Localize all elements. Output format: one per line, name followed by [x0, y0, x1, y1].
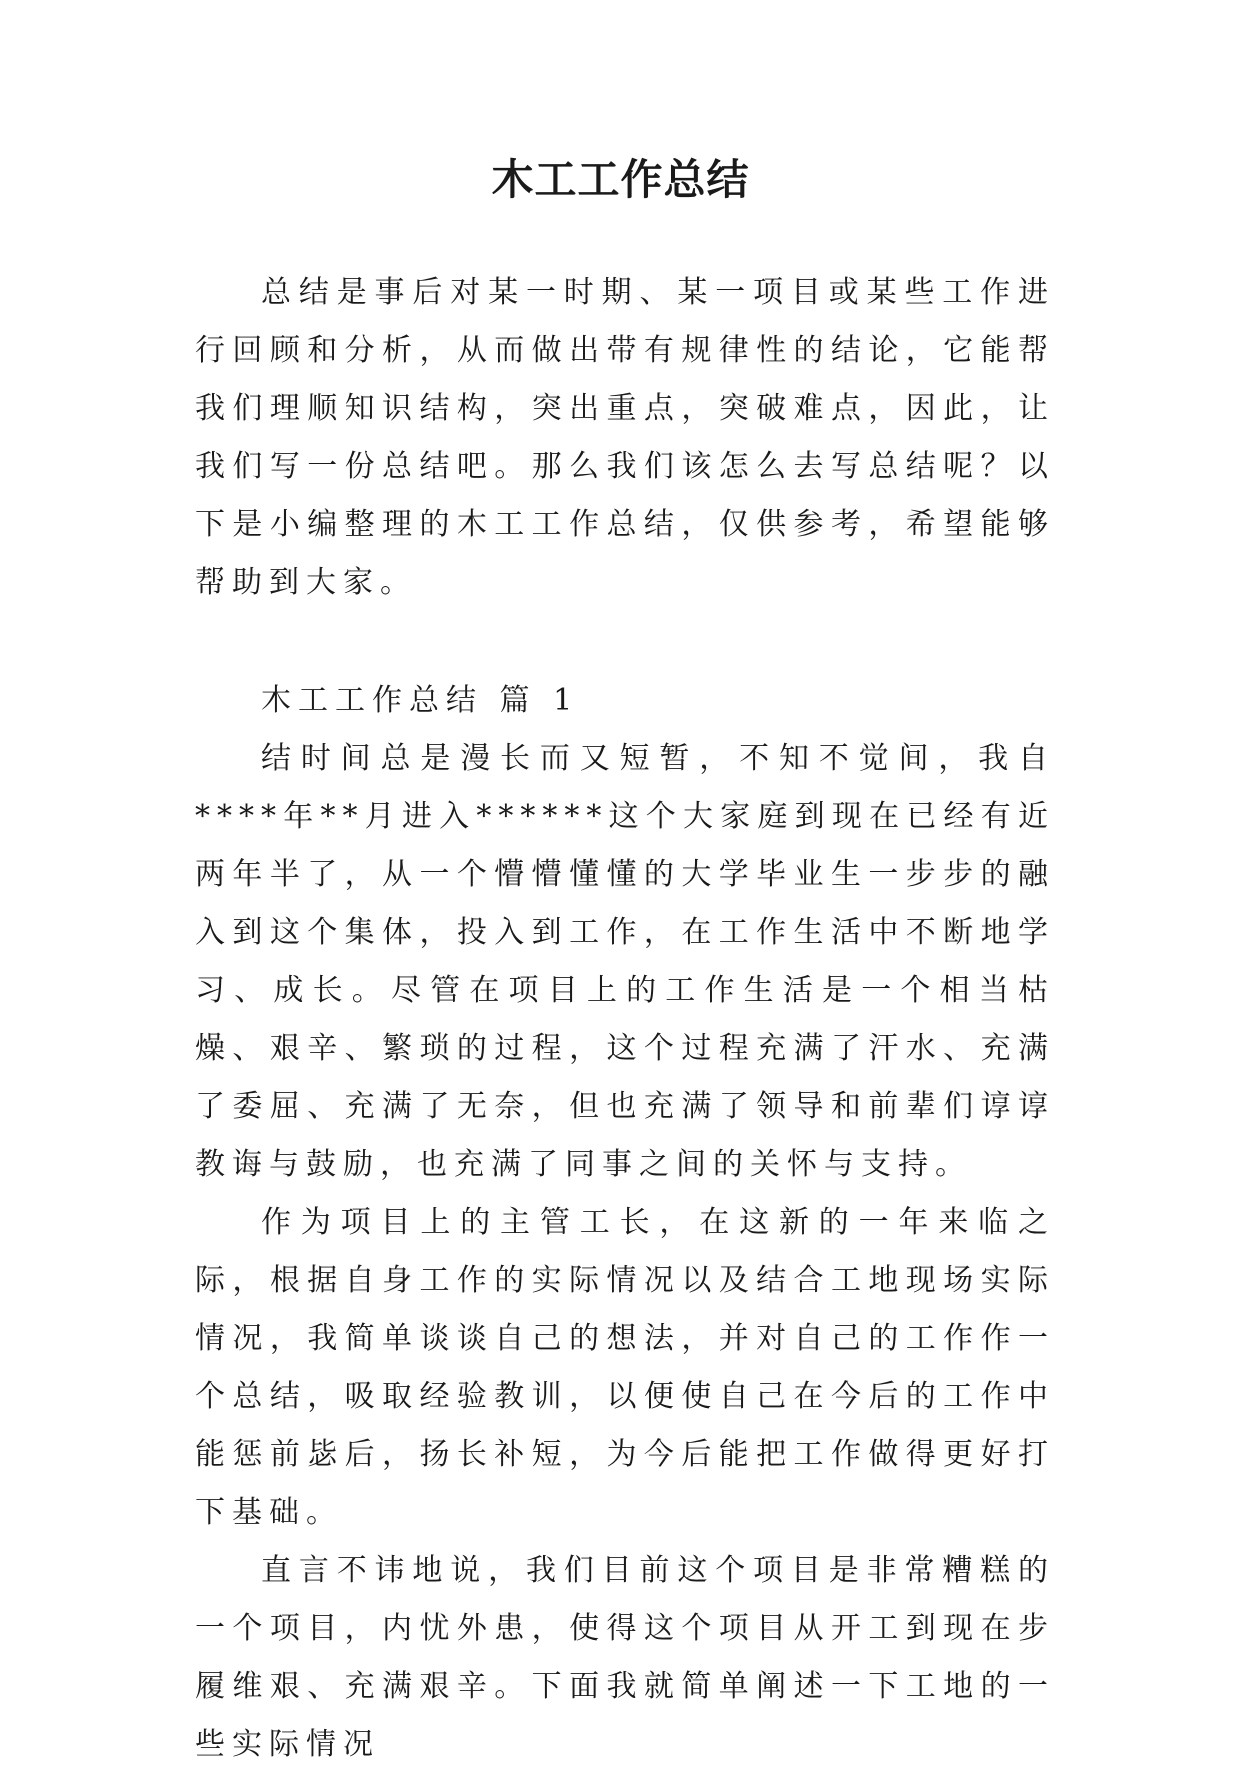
body-paragraph-2: 作为项目上的主管工长，在这新的一年来临之际，根据自身工作的实际情况以及结合工地现场实际情况，我简单谈谈自己的想法，并对自己的工作作一个总结，吸取经验教训，以便使自己在今后的工作中能惩前毖后，扬长补短，为今后能把工作做得更好打下基础。 — [195, 1205, 1055, 1530]
body-paragraph-3: 直言不讳地说，我们目前这个项目是非常糟糕的一个项目，内忧外患，使得这个项目从开工到现在步履维艰、充满艰辛。下面我就简单阐述一下工地的一些实际情况 — [195, 1553, 1055, 1762]
intro-paragraph: 总结是事后对某一时期、某一项目或某些工作进行回顾和分析，从而做出带有规律性的结论，它能帮我们理顺知识结构，突出重点，突破难点，因此，让我们写一份总结吧。那么我们该怎么去写总结呢？以下是小编整理的木工工作总结，仅供参考，希望能够帮助到大家。 — [195, 275, 1055, 600]
document-body — [195, 264, 1055, 1774]
section-heading: 木工工作总结 篇 1 — [261, 683, 580, 718]
body-paragraph-1: 结时间总是漫长而又短暂，不知不觉间，我自****年**月进入******这个大家庭到现在已经有近两年半了，从一个懵懵懂懂的大学毕业生一步步的融入到这个集体，投入到工作，在工作生活中不断地学习、成长。尽管在项目上的工作生活是一个相当枯燥、艰辛、繁琐的过程，这个过程充满了汗水、充满了委屈、充满了无奈，但也充满了领导和前辈们谆谆教诲与鼓励，也充满了同事之间的关怀与支持。 — [195, 741, 1055, 1182]
document-title: 木工工作总结 — [491, 155, 750, 204]
